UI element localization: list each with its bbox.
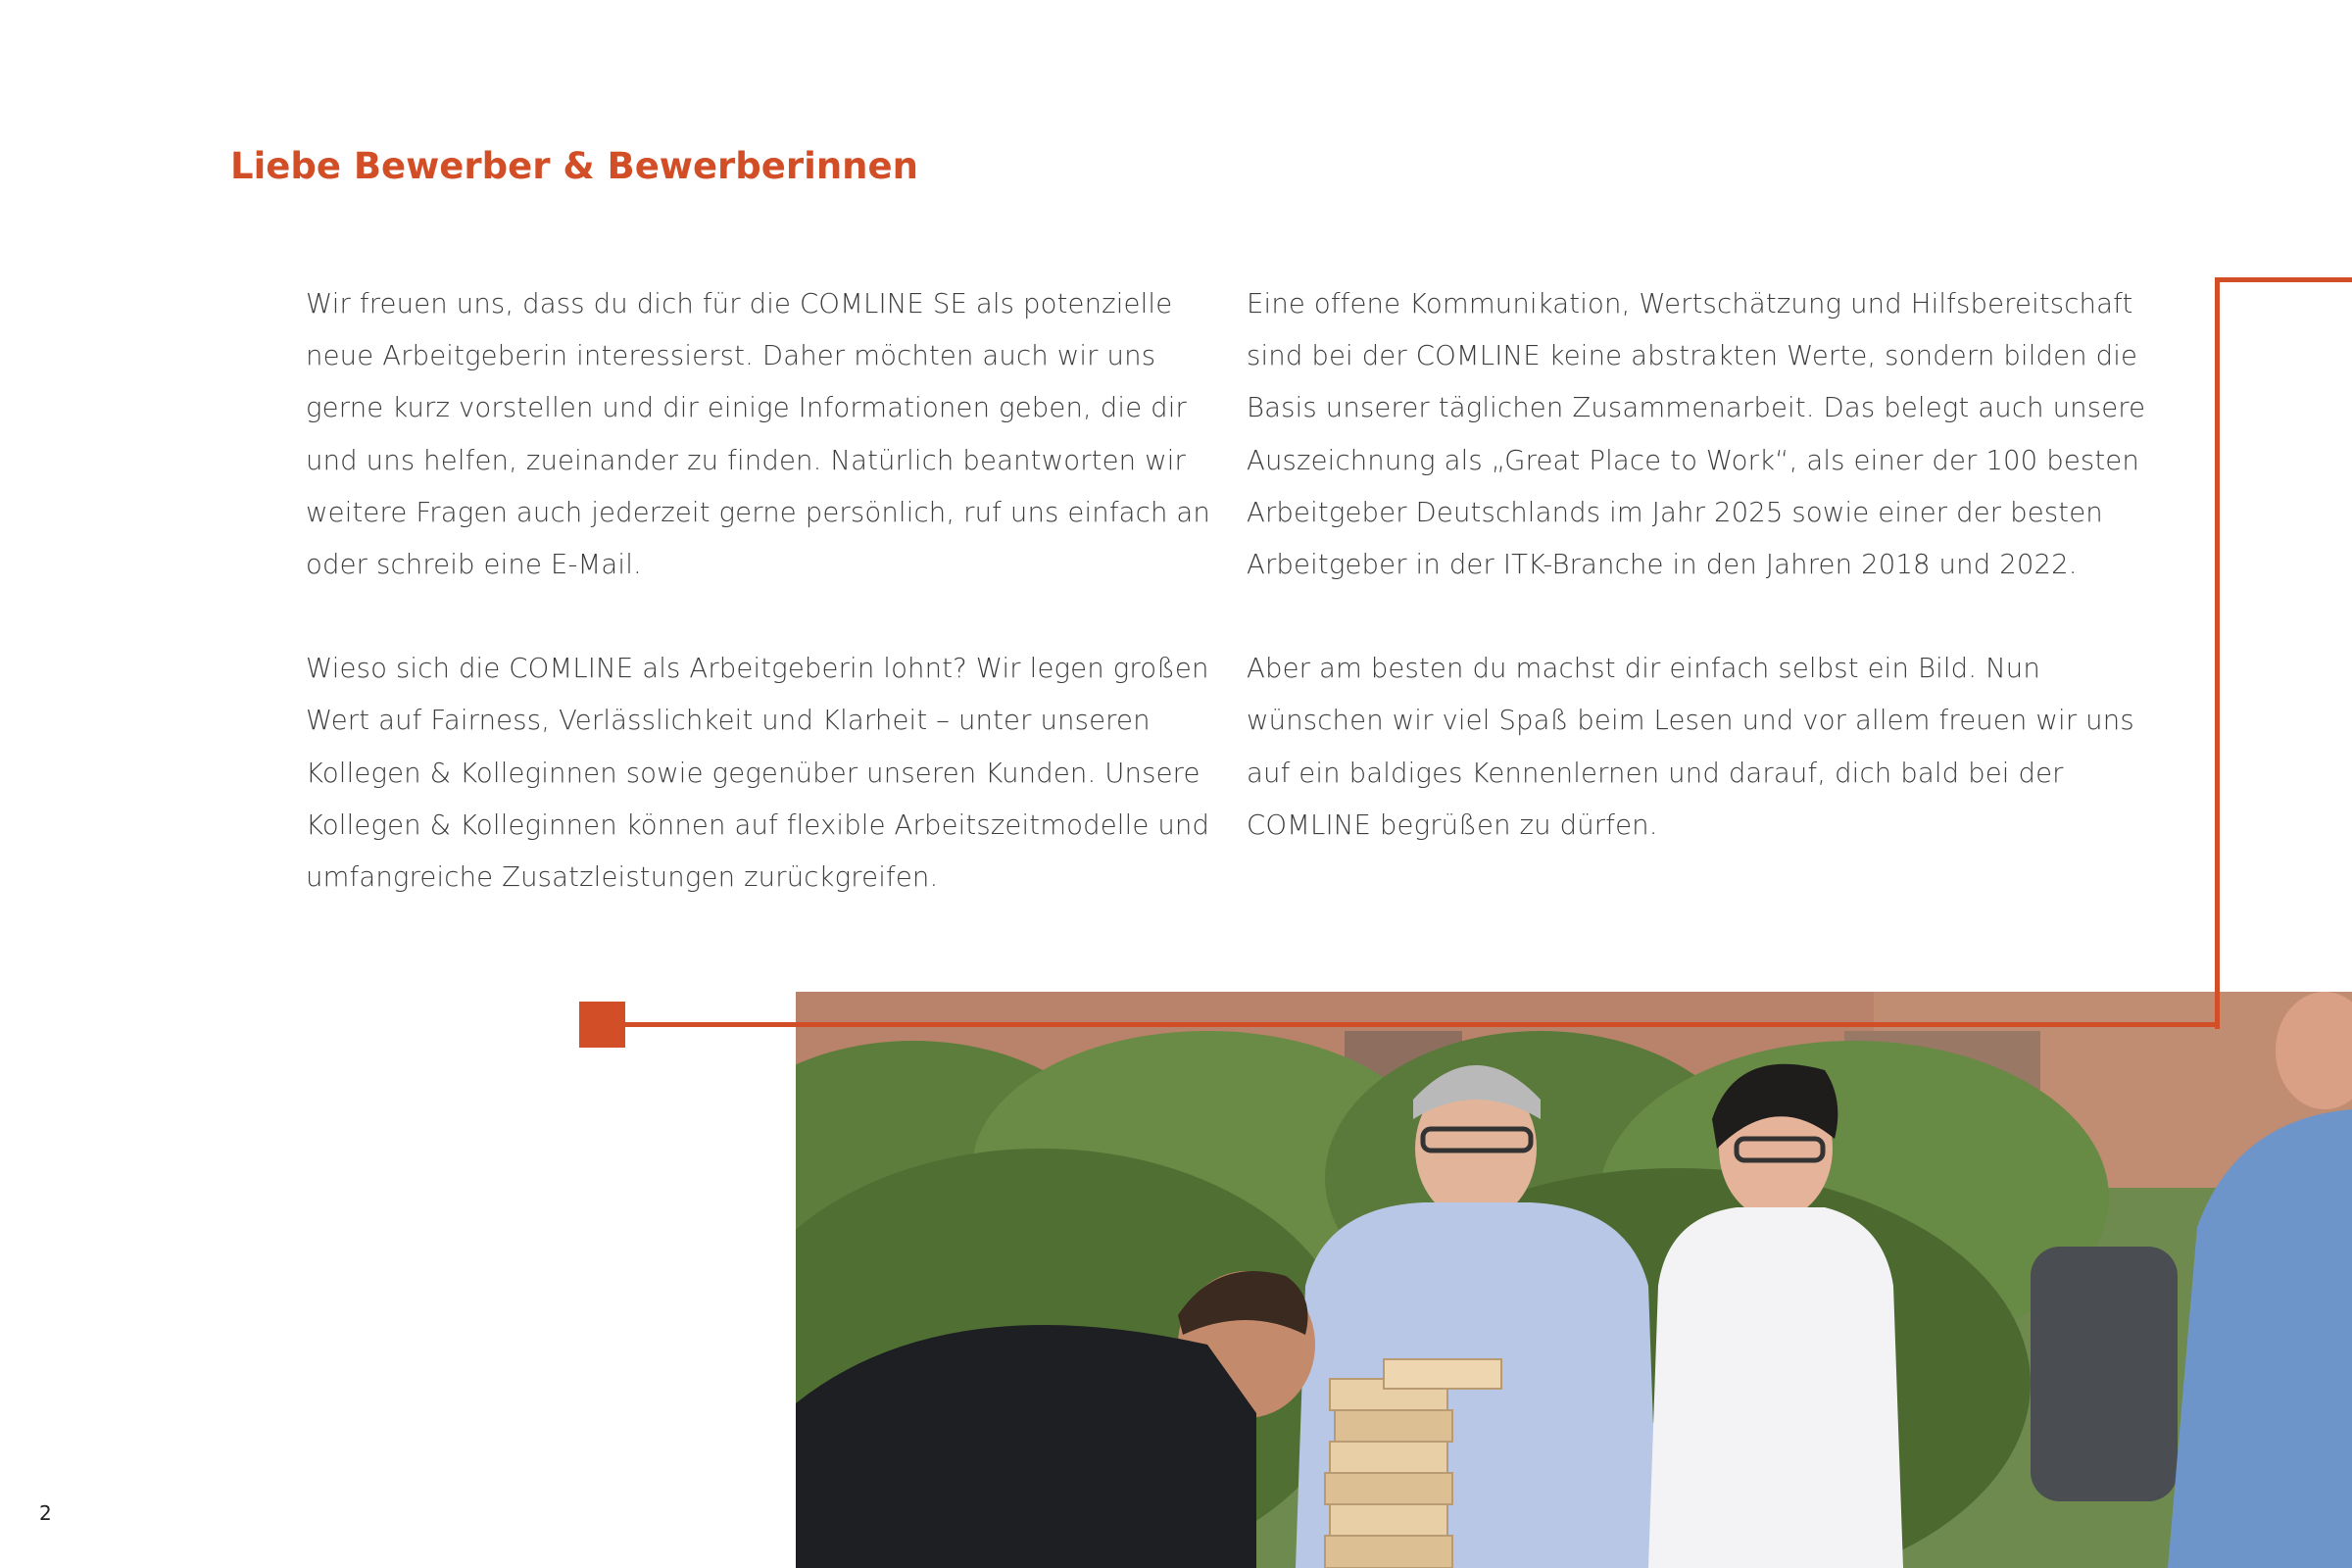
employer-benefits-paragraph: Wieso sich die COMLINE als Arbeitgeberin lohnt? Wir legen großen Wert auf Fairness, Verlässlichkeit und Klarheit – unter unseren Kollegen & Kolleginnen sowie gegenüber unseren Kunden. Unsere Kollegen & Kolleginnen können auf flexible Arbeitszeitmodelle und umfangreiche Zusatzleistungen zurückgreifen.	[306, 653, 1210, 894]
closing-paragraph: Aber am besten du machst dir einfach selbst ein Bild. Nun wünschen wir viel Spaß beim Lesen und vor allem freuen wir uns auf ein baldiges Kennenlernen und darauf, dich bald bei der COMLINE begrüßen zu dürfen.	[1247, 653, 2134, 841]
page-heading: Liebe Bewerber & Bewerberinnen	[230, 145, 918, 187]
left-text-column	[306, 278, 1217, 956]
accent-frame-bottom	[619, 1022, 2220, 1027]
accent-square	[579, 1002, 625, 1048]
team-photo	[796, 992, 2352, 1568]
page-number: 2	[39, 1501, 52, 1525]
accent-frame-top	[2215, 277, 2352, 282]
right-text-column	[1247, 278, 2168, 904]
accent-frame-right	[2215, 277, 2220, 1029]
intro-paragraph: Wir freuen uns, dass du dich für die COMLINE SE als potenzielle neue Arbeitgeberin interessierst. Daher möchten auch wir uns gerne kurz vorstellen und dir einige Informationen geben, die dir und uns helfen, zueinander zu finden. Natürlich beantworten wir weitere Fragen auch jederzeit gerne persönlich, ruf uns einfach an oder schreib eine E-Mail.	[306, 288, 1210, 581]
values-paragraph: Eine offene Kommunikation, Wertschätzung und Hilfsbereitschaft sind bei der COMLINE keine abstrakten Werte, sondern bilden die Basis unserer täglichen Zusammenarbeit. Das belegt auch unsere Auszeichnung als „Great Place to Work“, als einer der 100 besten Arbeitgeber Deutschlands im Jahr 2025 sowie einer der besten Arbeitgeber in der ITK-Branche in den Jahren 2018 und 2022.	[1247, 288, 2146, 581]
